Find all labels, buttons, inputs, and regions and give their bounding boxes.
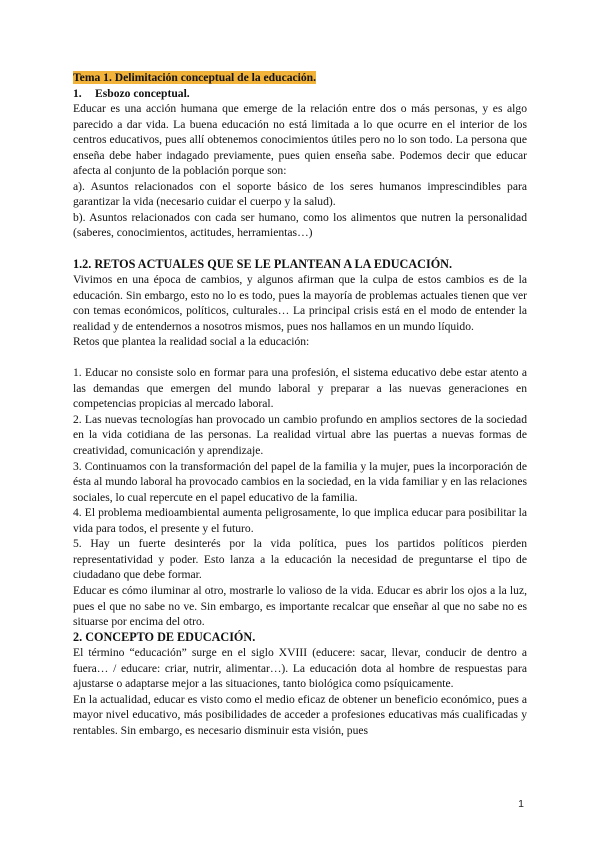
spacer: [73, 350, 527, 366]
section-1-heading: [73, 86, 527, 102]
challenge-item-2: 2. Las nuevas tecnologías han provocado un cambio profundo en amplios sectores de la sociedad en la vida cotidiana de las personas. La realidad virtual abre las puertas a nuevas formas de creatividad, comunicación y aprendizaje.: [73, 412, 527, 458]
document-body: [73, 70, 527, 738]
challenge-item-1: 1. Educar no consiste solo en formar para una profesión, el sistema educativo debe estar atento a las demandas que emergen del mundo laboral y preparar a las nuevas generaciones en competencias propicias al mercado laboral.: [73, 366, 527, 411]
section-1-number: 1.: [73, 86, 82, 100]
page-number: 1: [518, 798, 524, 810]
document-title: Tema 1. Delimitación conceptual de la educación.: [73, 71, 317, 84]
spacer: [73, 241, 527, 257]
section-1-title: Esbozo conceptual.: [95, 86, 190, 100]
document-title-line: [73, 70, 527, 86]
paragraph-current-view: En la actualidad, educar es visto como el medio eficaz de obtener un beneficio económico, pues a mayor nivel educativo, más posibilidades de acceder a profesiones educativas más cualificadas y rentables. Sin embargo, es necesario disminuir esta visión, pues: [73, 692, 527, 737]
paragraph-point-a: a). Asuntos relacionados con el soporte básico de los seres humanos imprescindibles para garantizar la vida (necesario cuidar el cuerpo y la salud).: [73, 179, 527, 209]
section-2-heading: 2. CONCEPTO DE EDUCACIÓN.: [73, 629, 256, 644]
section-1-2-heading: 1.2. RETOS ACTUALES QUE SE LE PLANTEAN A LA EDUCACIÓN.: [73, 256, 453, 271]
paragraph-term-origin: El término “educación” surge en el siglo XVIII (educere: sacar, llevar, conducir de dentro a fuera… / educare: criar, nutrir, alimentar…). La educación dota al hombre de respuestas para ajustarse o adaptarse mejor a las situaciones, tanto biológica como psíquicamente.: [73, 646, 527, 691]
challenge-item-4: 4. El problema medioambiental aumenta peligrosamente, lo que implica educar para posibilitar la vida para todos, el presente y el futuro.: [73, 506, 527, 535]
challenge-item-3: 3. Continuamos con la transformación del papel de la familia y la mujer, pues la incorporación de ésta al mundo laboral ha provocado cambios en la sociedad, en la vida familiar y en las relaciones sociales, lo cual repercute en el papel educativo de la familia.: [73, 459, 527, 504]
paragraph-challenges-intro: Retos que plantea la realidad social a la educación:: [73, 335, 310, 349]
paragraph-changes: Vivimos en una época de cambios, y algunos afirman que la culpa de estos cambios es de la educación. Sin embargo, esto no lo es todo, pues la mayoría de problemas actuales tienen que ver con temas económicos, políticos, culturales… La principal crisis está en el modo de entender la realidad y de entendernos a nosotros mismos, pues nos hallamos en un mundo líquido.: [73, 273, 527, 333]
paragraph-illuminate: Educar es cómo iluminar al otro, mostrarle lo valioso de la vida. Educar es abrir los ojos a la luz, pues el que no sabe no ve. Sin embargo, es importante recalcar que enseñar al que no sabe no es situarse por encima del otro.: [73, 583, 527, 629]
challenge-item-5: 5. Hay un fuerte desinterés por la vida política, pues los partidos políticos pierden representatividad y poder. Esto lanza a la educación la necesidad de preguntarse el tipo de ciudadano que debe formar.: [73, 537, 527, 582]
paragraph-intro: Educar es una acción humana que emerge de la relación entre dos o más personas, y es algo parecido a dar vida. La buena educación no está limitada a lo que ocurre en el interior de los centros educativos, pues allí obtenemos conocimientos útiles pero no lo son todo. La persona que enseña debe haber indagado previamente, pues quien enseña sabe. Podemos decir que educar afecta al conjunto de la población porque son:: [73, 102, 527, 178]
paragraph-point-b: b). Asuntos relacionados con cada ser humano, como los alimentos que nutren la personalidad (saberes, conocimientos, actitudes, herramientas…): [73, 210, 527, 240]
